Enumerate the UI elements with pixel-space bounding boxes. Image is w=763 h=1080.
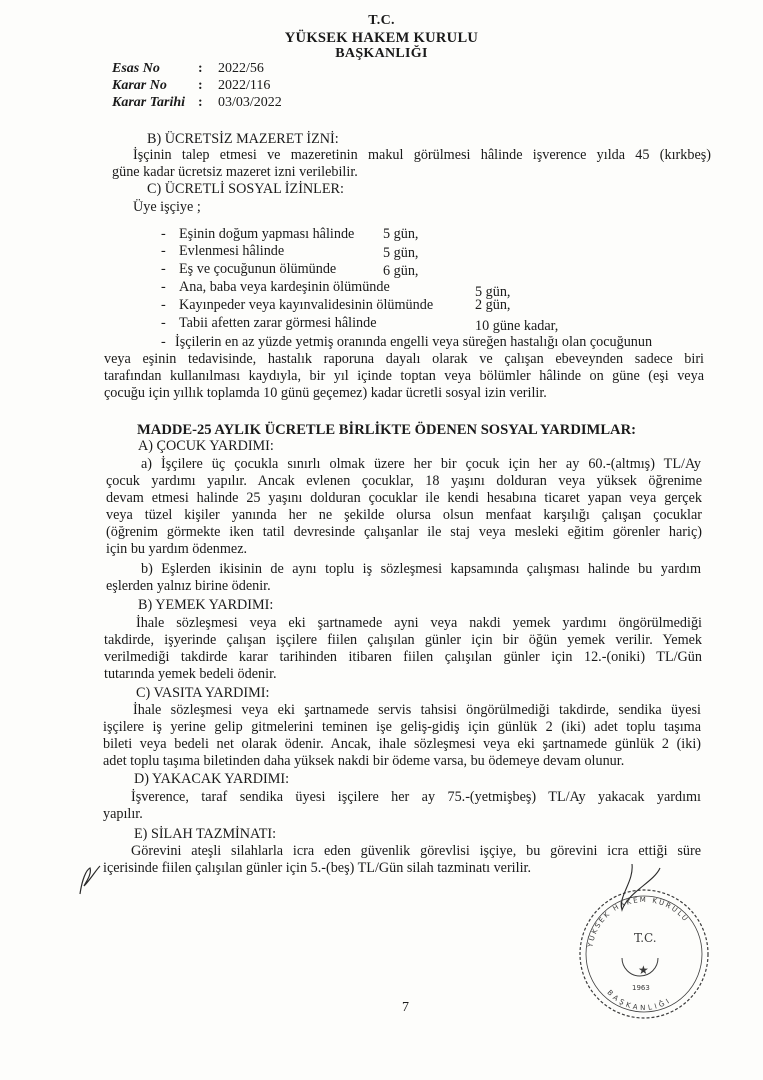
list-dash: - bbox=[161, 315, 166, 331]
paragraph-line: tarafından kullanılması kaydıyla, bir yıl içinde toptan veya bölümler hâlinde on güne (eşi veya bbox=[104, 368, 704, 384]
paragraph-line: tutarında yemek bedeli ödenir. bbox=[104, 666, 277, 682]
list-label: Evlenmesi hâlinde bbox=[179, 243, 285, 259]
meta-key: Esas No bbox=[112, 61, 160, 76]
section-c-title: C) ÜCRETLİ SOSYAL İZİNLER: bbox=[147, 181, 344, 197]
list-value: 6 gün, bbox=[383, 263, 419, 279]
paragraph-line: çocuğu için yıllık toplamda 10 günü geçemez) kadar ücretli sosyal izin verilir. bbox=[104, 385, 547, 401]
meta-row-case-no bbox=[112, 60, 282, 77]
list-dash: - bbox=[161, 297, 166, 313]
star-icon: ★ bbox=[638, 963, 649, 977]
paragraph-line: İhale sözleşmesi veya eki şartnamede servis tahsisi öngörülmediği takdirde, sendika üyesi bbox=[133, 702, 701, 718]
official-seal-stamp bbox=[562, 862, 722, 1032]
meta-key: Karar No bbox=[112, 78, 167, 93]
meta-key: Karar Tarihi bbox=[112, 95, 186, 110]
paragraph-line: veya eşinin tedavisinde, hastalık raporuna dayalı olarak ve çalışan ebeveynden sadece biri bbox=[104, 351, 704, 367]
case-meta bbox=[112, 60, 282, 111]
meta-value: 03/03/2022 bbox=[218, 95, 282, 110]
subsection-e-title: E) SİLAH TAZMİNATI: bbox=[134, 826, 277, 842]
meta-sep: : bbox=[198, 95, 203, 110]
paragraph-line: İhale sözleşmesi veya eki şartnamede ayni veya nakdi yemek yardımı öngörülmediği bbox=[136, 615, 702, 631]
section-b-title: B) ÜCRETSİZ MAZERET İZNİ: bbox=[147, 131, 339, 147]
subsection-a-title: A) ÇOCUK YARDIMI: bbox=[138, 438, 274, 454]
paragraph-line: veya tüzel kişiler yanında her ne şekilde olursa olsun menfaat karşılığı çalışan çocuklar bbox=[106, 507, 702, 523]
list-value: 5 gün, bbox=[383, 226, 419, 242]
seal-year: 1963 bbox=[632, 984, 650, 992]
meta-row-decision-no bbox=[112, 77, 282, 94]
header-tc: T.C. bbox=[368, 13, 395, 28]
list-value: 10 güne kadar, bbox=[475, 318, 559, 334]
meta-value: 2022/116 bbox=[218, 78, 271, 93]
signature-mark bbox=[74, 860, 114, 900]
paragraph-line: (öğrenim görmekte iken tatil devresinde çalışanlar ile staj veya mesleki eğitim görenler hariç) bbox=[106, 524, 702, 540]
meta-sep: : bbox=[198, 78, 203, 93]
list-dash: - bbox=[161, 243, 166, 259]
section-b-line: İşçinin talep etmesi ve mazeretinin makul görülmesi hâlinde işverence yılda 45 (kırkbeş) bbox=[133, 147, 711, 163]
list-label: Kayınpeder veya kayınvalidesinin ölümünde bbox=[179, 297, 434, 313]
paragraph-line: b) Eşlerden ikisinin de aynı toplu iş sözleşmesi kapsamında çalışması halinde bu yardım bbox=[141, 561, 701, 577]
list-dash: - bbox=[161, 226, 166, 242]
paragraph-line: için bu yardım ödenmez. bbox=[106, 541, 248, 557]
subsection-c-title: C) VASITA YARDIMI: bbox=[136, 685, 270, 701]
page-number: 7 bbox=[402, 1000, 409, 1015]
paragraph-line: içerisinde fiilen çalışılan günler için 5.-(beş) TL/Gün silah tazminatı verilir. bbox=[103, 860, 531, 876]
list-value: 5 gün, bbox=[475, 284, 511, 300]
list-dash: - bbox=[161, 279, 166, 295]
list-label: İşçilerin en az yüzde yetmiş oranında engelli veya süreğen hastalığı olan çocuğunun bbox=[175, 334, 653, 350]
section-b-line: güne kadar ücretsiz mazeret izni verilebilir. bbox=[112, 164, 358, 180]
meta-sep: : bbox=[198, 61, 203, 76]
paragraph-line: adet toplu taşıma biletinden daha yüksek nakdi bir ödeme varsa, bu ödemeye devam olunur. bbox=[103, 753, 625, 769]
meta-value: 2022/56 bbox=[218, 61, 264, 76]
meta-row-decision-date bbox=[112, 94, 282, 111]
paragraph-line: bileti veya bedeli net olarak ödenir. Ancak, ihale sözleşmesi veya eki şartnamede günlük 2 (iki) bbox=[103, 736, 701, 752]
paragraph-line: İşverence, taraf sendika üyesi işçilere her ay 75.-(yetmişbeş) TL/Ay yakacak yardımı bbox=[131, 789, 701, 805]
paragraph-line: yapılır. bbox=[103, 806, 143, 822]
paragraph-line: verilmediği takdirde karar tarihinden itibaren fiilen çalışılan günler için 12.-(oniki) TL/Gün bbox=[104, 649, 702, 665]
list-label: Tabii afetten zarar görmesi hâlinde bbox=[179, 315, 377, 331]
header-presidency: BAŞKANLIĞI bbox=[335, 46, 428, 61]
list-dash: - bbox=[161, 334, 166, 350]
seal-center-text: T.C. bbox=[634, 931, 657, 945]
list-dash: - bbox=[161, 261, 166, 277]
section-c-intro: Üye işçiye ; bbox=[133, 199, 201, 215]
seal-text-bottom: BAŞKANLIĞI bbox=[605, 988, 674, 1013]
paragraph-line: çocuk yardımı yapılır. Ancak evlenen çocuklar, 18 yaşını dolduran veya yüksek öğrenime bbox=[106, 473, 702, 489]
paragraph-line: a) İşçilere üç çocukla sınırlı olmak üzere her bir çocuk için her ay 60.-(altmış) TL/Ay bbox=[141, 456, 701, 472]
seal-text-top: YÜKSEK HAKEM KURULU bbox=[586, 895, 691, 948]
article-title: MADDE-25 AYLIK ÜCRETLE BİRLİKTE ÖDENEN SOSYAL YARDIMLAR: bbox=[137, 422, 636, 438]
list-label: Eşinin doğum yapması hâlinde bbox=[179, 226, 355, 242]
header-court-name: YÜKSEK HAKEM KURULU bbox=[284, 30, 479, 46]
subsection-b-title: B) YEMEK YARDIMI: bbox=[138, 597, 274, 613]
paragraph-line: takdirde, işyerinde çalışan işçilere fiilen çalışılan günler için bir öğün yemek verilir. Yemek bbox=[104, 632, 702, 648]
list-value: 2 gün, bbox=[475, 297, 511, 313]
paragraph-line: eşlerden yalnız birine ödenir. bbox=[106, 578, 271, 594]
paragraph-line: Görevini ateşli silahlarla icra eden güvenlik görevlisi işçiye, bu görevini icra ettiği süre bbox=[131, 843, 701, 859]
list-label: Ana, baba veya kardeşinin ölümünde bbox=[179, 279, 390, 295]
list-label: Eş ve çocuğunun ölümünde bbox=[179, 261, 337, 277]
paragraph-line: işçilere iş yerine gelip gitmelerini teminen işe geliş-gidiş için günlük 2 (iki) adet toplu taşıma bbox=[103, 719, 701, 735]
list-value: 5 gün, bbox=[383, 245, 419, 261]
subsection-d-title: D) YAKACAK YARDIMI: bbox=[134, 771, 290, 787]
paragraph-line: devam etmesi halinde 25 yaşını dolduran çocuklar ile kendi hesabına ticaret yapan veya gerçek bbox=[106, 490, 702, 506]
